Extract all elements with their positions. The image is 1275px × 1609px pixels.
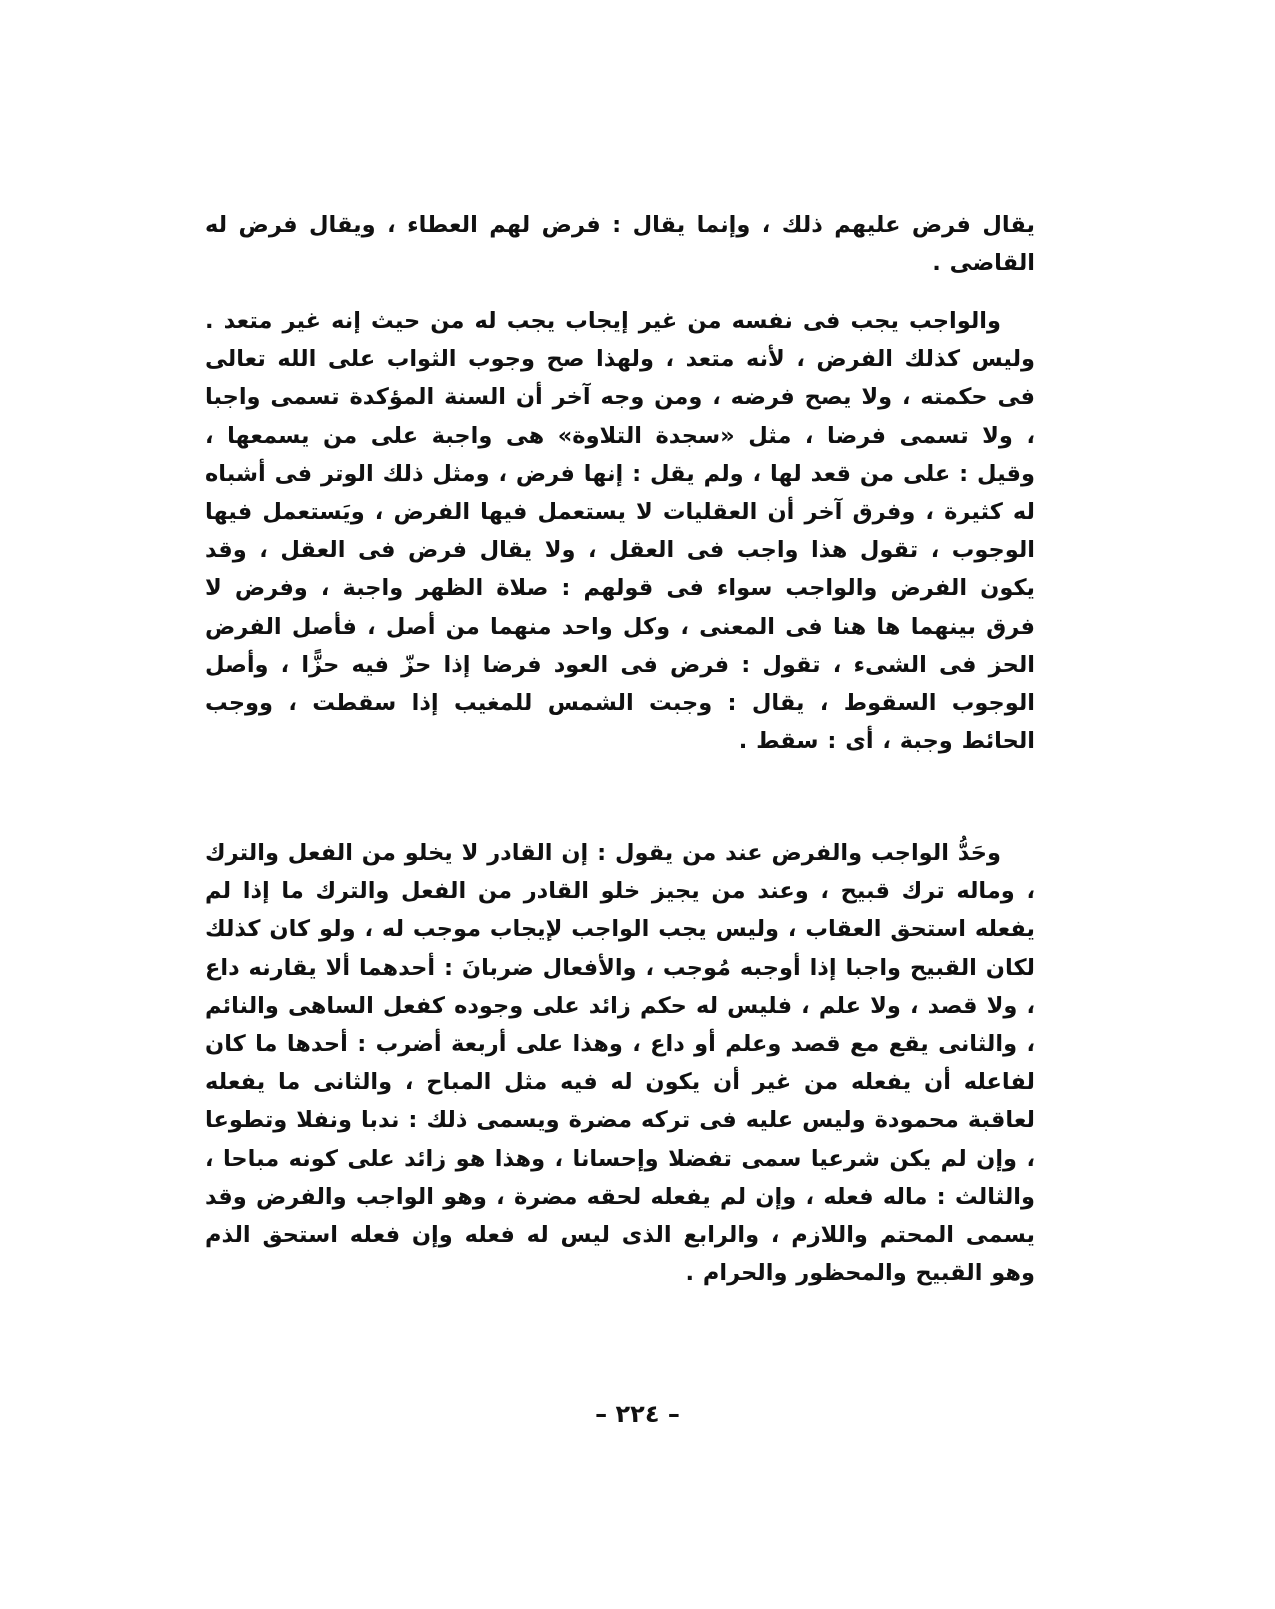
paragraph-1-text: يقال فرض عليهم ذلك ، وإنما يقال : فرض لهم العطاء ، ويقال فرض له القاضى .: [205, 212, 1035, 277]
paragraph-2: [205, 302, 1035, 760]
paragraph-3-text: وحَدُّ الواجب والفرض عند من يقول : إن القادر لا يخلو من الفعل والترك ، وماله ترك قبيح ، وعند من يجيز خلو القادر من الفعل والترك ما إذا لم يفعله استحق العقاب ، وليس يجب الواجب لإيجاب موجب له ، ولو كان كذلك لكان القبيح واجبا إذا أوجبه مُوجب ، والأفعال ضربانَ : أحدهما ألا يقارنه داع ، ولا قصد ، ولا علم ، فليس له حكم زائد على وجوده كفعل الساهى والنائم ، والثانى يقع مع قصد وعلم أو داع ، وهذا على أربعة أضرب : أحدها ما كان لفاعله أن يفعله من غير أن يكون له فيه مثل المباح ، والثانى ما يفعله لعاقبة محمودة وليس عليه فى تركه مضرة ويسمى ذلك : ندبا ونفلا وتطوعا ، وإن لم يكن شرعيا سمى تفضلا وإحسانا ، وهذا هو زائد على كونه مباحا ، والثالث : ماله فعله ، وإن لم يفعله لحقه مضرة ، وهو الواجب والفرض وقد يسمى المحتم واللازم ، والرابع الذى ليس له فعله وإن فعله استحق الذم وهو القبيح والمحظور والحرام .: [205, 840, 1035, 1287]
paragraph-3: [205, 834, 1035, 1292]
page-number: – ٢٢٤ –: [595, 1400, 680, 1428]
paragraph-2-text: والواجب يجب فى نفسه من غير إيجاب يجب له من حيث إنه غير متعد . وليس كذلك الفرض ، لأنه متعد ، ولهذا صح وجوب الثواب على الله تعالى فى حكمته ، ولا يصح فرضه ، ومن وجه آخر أن السنة المؤكدة تسمى واجبا ، ولا تسمى فرضا ، مثل «سجدة التلاوة» هى واجبة على من يسمعها ، وقيل : على من قعد لها ، ولم يقل : إنها فرض ، ومثل ذلك الوتر فى أشباه له كثيرة ، وفرق آخر أن العقليات لا يستعمل فيها الفرض ، ويَستعمل فيها الوجوب ، تقول هذا واجب فى العقل ، ولا يقال فرض فى العقل ، وقد يكون الفرض والواجب سواء فى قولهم : صلاة الظهر واجبة ، وفرض لا فرق بينهما ها هنا فى المعنى ، وكل واحد منهما من أصل ، فأصل الفرض الحز فى الشىء ، تقول : فرض فى العود فرضا إذا حزّ فيه حزًّا ، وأصل الوجوب السقوط ، يقال : وجبت الشمس للمغيب إذا سقطت ، ووجب الحائط وجبة ، أى : سقط .: [205, 308, 1035, 755]
paragraph-1: [205, 206, 1035, 282]
